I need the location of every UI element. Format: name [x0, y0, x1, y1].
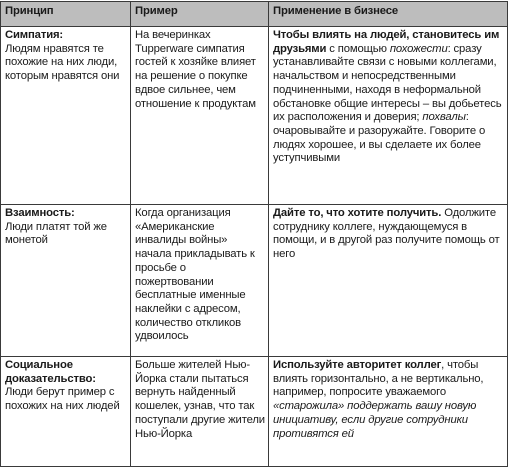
application-italic: похвалы [422, 111, 466, 124]
table-row [1, 357, 508, 467]
application-cell [269, 205, 508, 357]
table-row [1, 27, 508, 205]
application-text: , чтобы влиять горизонтально, а не вертикально, например, попросите уважаемого [273, 359, 484, 399]
application-italic: похожести [389, 42, 448, 55]
principle-cell [1, 357, 131, 467]
influence-principles-table [0, 1, 508, 467]
application-text: с помощью [326, 42, 390, 55]
example-text: Когда организация «Американские инвалиды войны» начала прикладывать к просьбе о пожертвовании бесплатные именные наклейки с адресом, количество откликов удвоилось [135, 207, 255, 343]
table-row [1, 205, 508, 357]
example-text: На вечеринках Tupperware симпатия гостей к хозяйке влияет на решение о покупке вдвое сильнее, чем отношение к продуктам [135, 29, 256, 110]
example-cell [131, 357, 269, 467]
header-example: Пример [131, 2, 269, 27]
principle-text: Людям нравятся те похожие на них люди, которым нравятся они [5, 42, 120, 83]
application-cell [269, 357, 508, 467]
application-italic: «старожила» поддержать вашу новую инициативу, если другие сотрудники противятся ей [273, 400, 477, 440]
principle-title: Симпатия: [5, 29, 64, 41]
principle-cell [1, 27, 131, 205]
application-cell [269, 27, 508, 205]
application-bold: Чтобы влиять на людей, становитесь им друзьями [273, 29, 500, 55]
application-text: : очаровывайте и разоружайте. Говорите о людях хорошее, и вы сделаете их более уступчивыми [273, 111, 486, 165]
principle-title: Взаимность: [5, 207, 75, 219]
example-cell [131, 205, 269, 357]
principle-cell [1, 205, 131, 357]
principle-text: Люди берут пример с похожих на них людей [5, 386, 120, 413]
application-bold: Используйте авторитет коллег [273, 359, 442, 371]
table-header-row [1, 2, 508, 27]
application-text: Одолжите сотруднику коллеге, нуждающемуся в помощи, и в другой раз получите помощь от него [273, 207, 500, 261]
header-application: Применение в бизнесе [269, 2, 508, 27]
example-cell [131, 27, 269, 205]
application-bold: Дайте то, что хотите получить. [273, 207, 442, 219]
principle-title: Социальное доказательство: [5, 359, 96, 385]
example-text: Больше жителей Нью-Йорка стали пытаться вернуть найденный кошелек, узнав, что так поступали другие жители Нью-Йорка [135, 359, 265, 440]
header-principle: Принцип [1, 2, 131, 27]
principle-text: Люди платят той же монетой [5, 220, 107, 247]
application-text: : сразу устанавливайте связи с новыми коллегами, начальством и непосредственными подчиненными, находя в неформальной обстановке общие интересы – вы добьетесь их расположения и доверия; [273, 42, 502, 124]
